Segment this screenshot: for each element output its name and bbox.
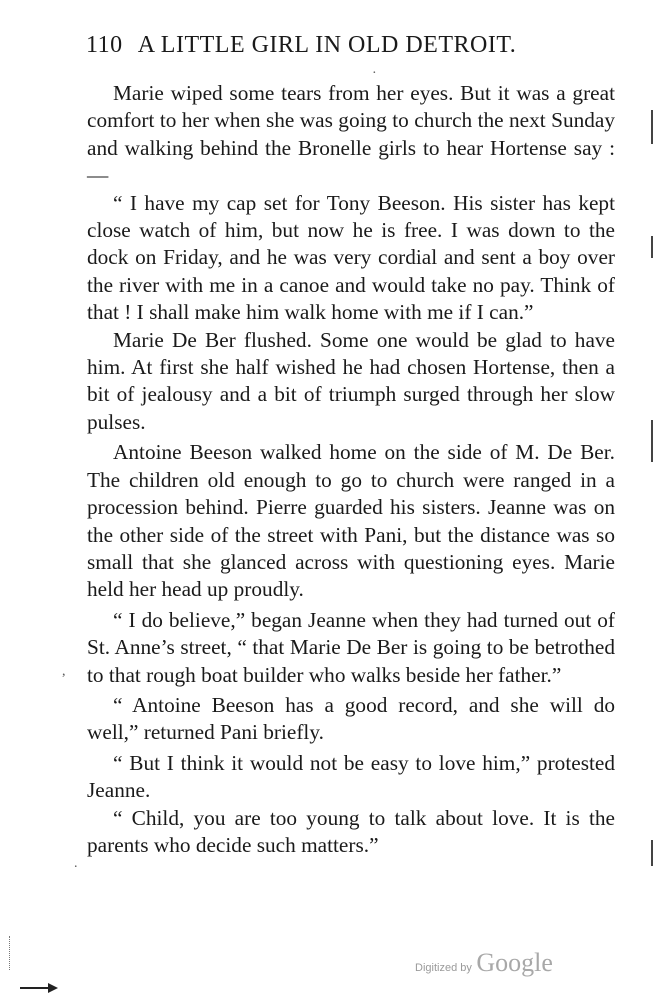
scan-edge-line: [651, 840, 653, 866]
scan-edge-line: [651, 110, 653, 144]
digitized-label: Digitized by: [415, 962, 472, 974]
page-number: 110: [86, 32, 123, 58]
digitization-watermark: [415, 948, 553, 978]
running-header: [86, 32, 586, 59]
paragraph: “ I do believe,” began Jeanne when they had turned out of St. Anne’s street, “ that Marie De Ber is going to be betrothed to that rough boat builder who walks beside her father.”: [87, 607, 615, 687]
scan-edge-line: [651, 420, 653, 462]
paragraph: Marie wiped some tears from her eyes. But it was a great comfort to her when she was going to church the next Sunday and walking behind the Bronelle girls to hear Hortense say : —: [87, 81, 615, 188]
paragraph: “ I have my cap set for Tony Beeson. His sister has kept close watch of him, but now he is free. I was down to the dock on Friday, and he was very cordial and sent a boy over the river with me in a canoe and would take no pay. Think of that ! I shall make him walk home with me if I can.”: [87, 190, 615, 325]
scan-speck: .: [74, 856, 78, 871]
scan-edge-dots: [9, 936, 11, 970]
paragraph: “ Antoine Beeson has a good record, and she will do well,” returned Pani briefly.: [87, 692, 615, 745]
paragraph: Marie De Ber flushed. Some one would be glad to have him. At first she half wished he had chosen Hortense, then a bit of jealousy and a bit of triumph surged through her slow pulses.: [87, 327, 615, 434]
paragraph: Antoine Beeson walked home on the side of M. De Ber. The children old enough to go to church were ranged in a procession behind. Pierre guarded his sisters. Jeanne was on the other side of the street with Pani, but the distance was so small that she glanced across with questioning eyes. Marie held her head up proudly.: [87, 440, 615, 602]
scan-speck: ·: [372, 66, 377, 81]
running-title: A LITTLE GIRL IN OLD DETROIT.: [137, 32, 517, 58]
scan-speck: ,: [62, 664, 66, 679]
paragraph: “ But I think it would not be easy to love him,” protested Jeanne.: [87, 750, 615, 803]
google-logo: Google: [476, 948, 553, 977]
scan-arrow-mark: [20, 982, 58, 994]
paragraph: “ Child, you are too young to talk about love. It is the parents who decide such matters.”: [87, 805, 615, 857]
scan-edge-line: [651, 236, 653, 258]
body-text: [87, 80, 615, 859]
